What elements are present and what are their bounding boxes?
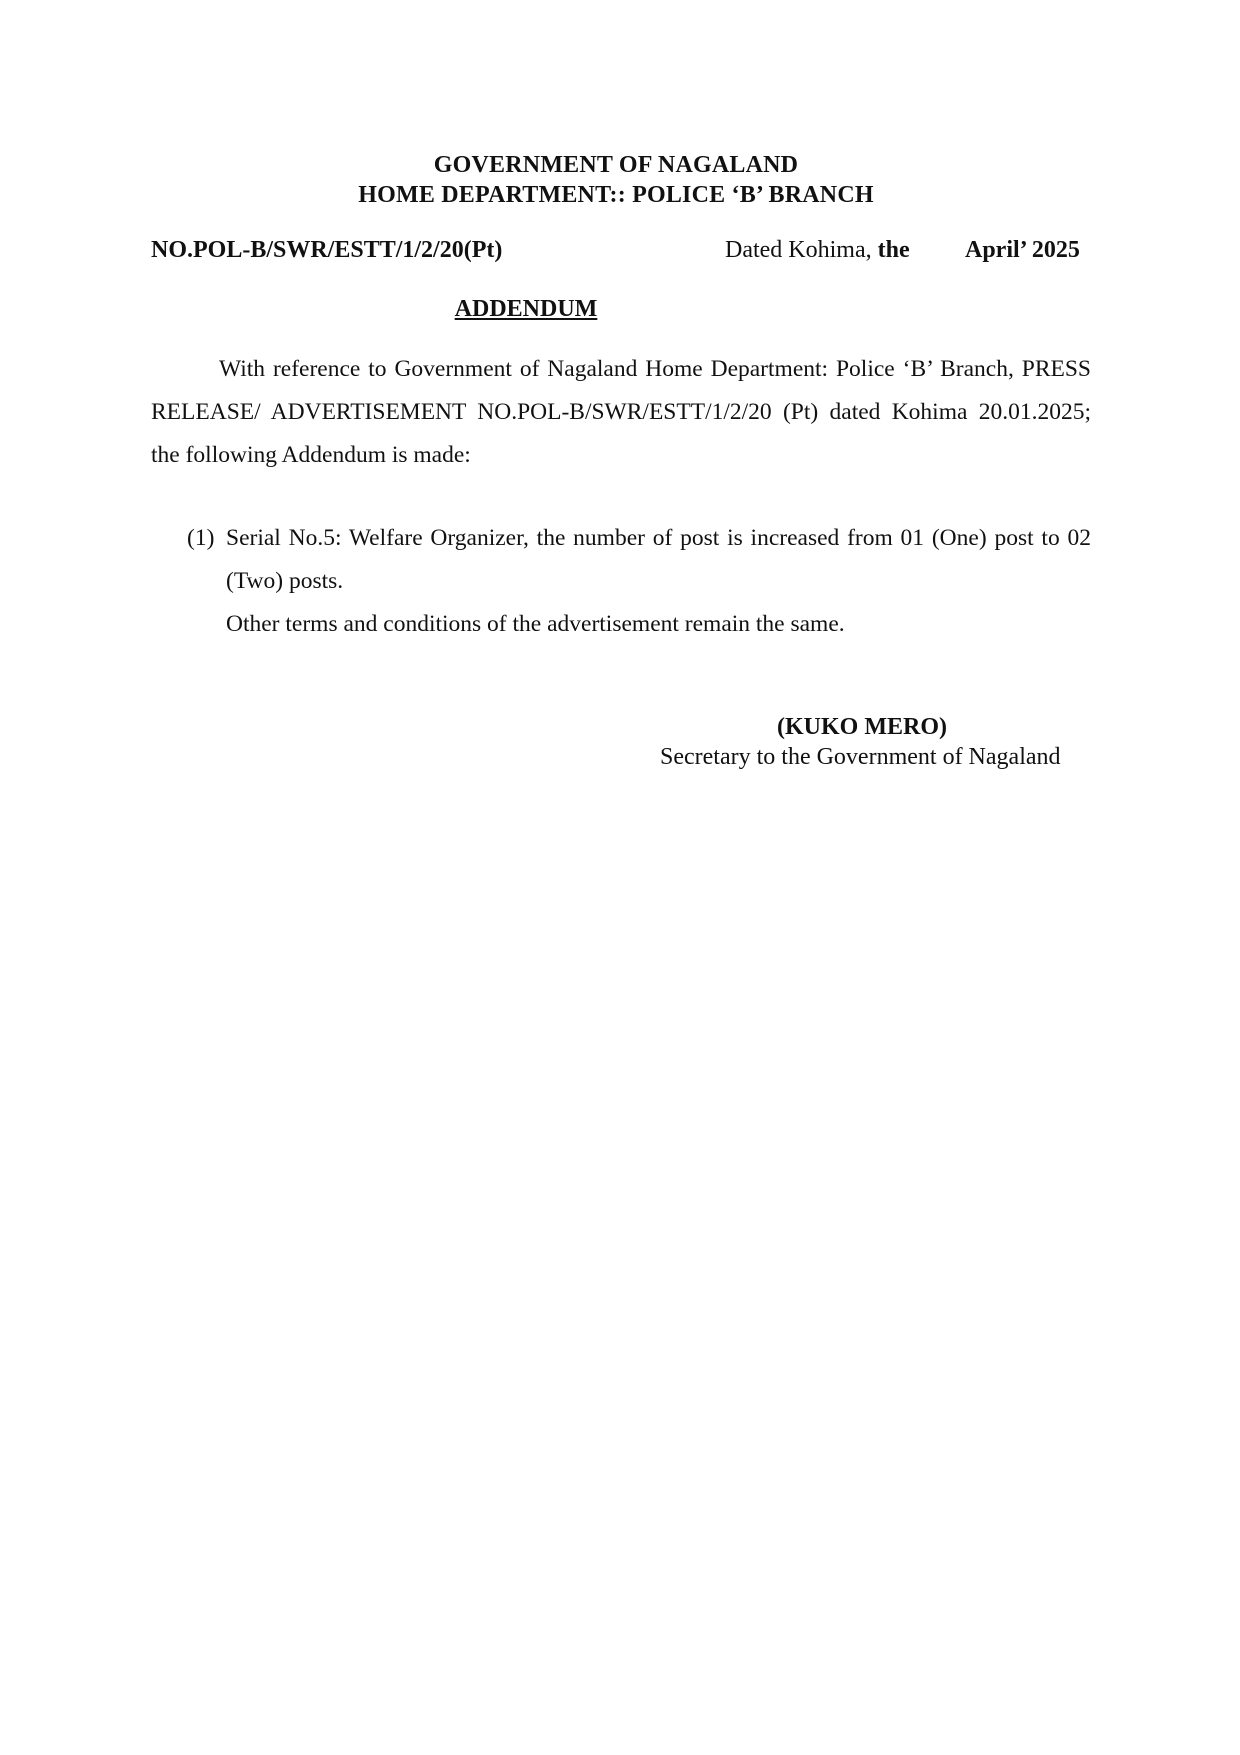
dated-the: the (877, 237, 910, 263)
reference-row (151, 235, 1091, 265)
dated-prefix: Dated Kohima, (725, 237, 878, 263)
document-title (0, 294, 1240, 324)
reference-number: NO.POL-B/SWR/ESTT/1/2/20(Pt) (151, 237, 503, 263)
document-header (0, 150, 1240, 210)
closing-statement: Other terms and conditions of the advertisement remain the same. (226, 611, 845, 637)
date-month-year: April’ 2025 (965, 237, 1080, 263)
addendum-title: ADDENDUM (454, 296, 598, 322)
header-department: HOME DEPARTMENT:: POLICE ‘B’ BRANCH (358, 182, 874, 208)
signatory-designation: Secretary to the Government of Nagaland (660, 744, 1061, 770)
list-item-text: Serial No.5: Welfare Organizer, the number of post is increased from 01 (One) post to 02 (Two) posts. (226, 525, 1091, 594)
dated-label (725, 235, 910, 265)
list-item-number: (1) (187, 525, 215, 551)
header-government: GOVERNMENT OF NAGALAND (433, 152, 799, 178)
signatory-name: (KUKO MERO) (777, 714, 947, 740)
body-paragraph: With reference to Government of Nagaland Home Department: Police ‘B’ Branch, PRESS RELEASE/ ADVERTISEMENT NO.POL-B/SWR/ESTT/1/2/20 (Pt) dated Kohima 20.01.2025; the following Addendum is made: (151, 356, 1091, 468)
